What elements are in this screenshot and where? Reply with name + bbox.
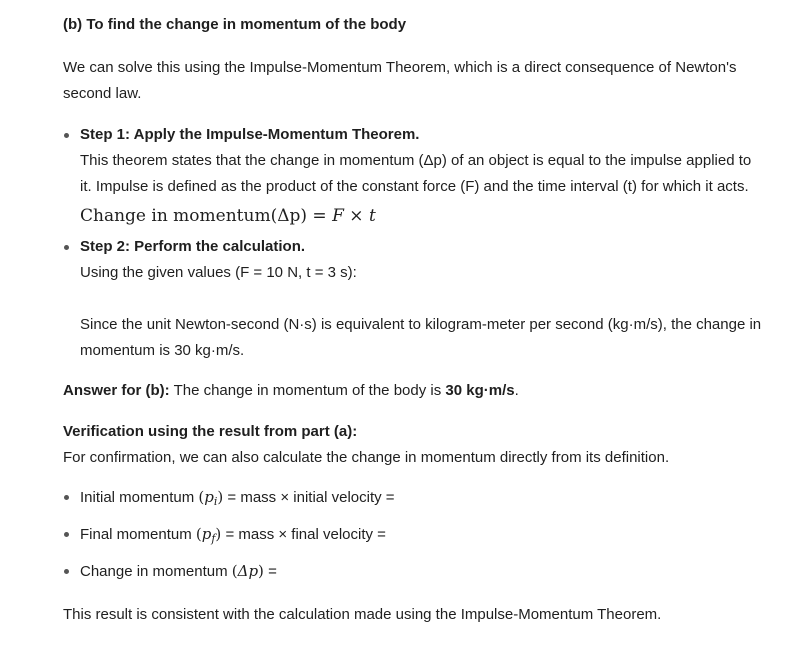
formula-force: F bbox=[332, 206, 344, 226]
verification-item-initial: Initial momentum $(p_i)$ = mass × initial velocity = bbox=[63, 481, 763, 518]
step-1-item bbox=[63, 122, 763, 230]
step-2-title: Step 2: Perform the calculation. bbox=[80, 238, 306, 255]
item-symbol: p bbox=[204, 488, 214, 506]
answer-label: Answer for (b): bbox=[63, 382, 170, 399]
answer-text: The change in momentum of the body is bbox=[169, 382, 446, 399]
steps-list bbox=[63, 122, 763, 364]
verification-item-final: Final momentum $(p_f)$ = mass × final velocity = bbox=[63, 518, 763, 555]
momentum-formula: Change in momentum(Δp) = F × t bbox=[80, 206, 376, 226]
item-rest: = bbox=[263, 563, 277, 580]
formula-time: t bbox=[368, 206, 376, 226]
verification-title: Verification using the result from part (a): bbox=[63, 423, 358, 440]
item-rest: = mass × initial velocity = bbox=[223, 489, 395, 506]
formula-times: × bbox=[349, 206, 364, 226]
step-2-text: Using the given values (F = 10 N, t = 3 s): bbox=[80, 264, 357, 281]
step-1-text: This theorem states that the change in momentum (Δp) of an object is equal to the impulse applied to it. Impulse is defined as the product of the constant force (F) and the time interval (t) for which it acts. bbox=[80, 152, 752, 195]
item-rest: = mass × final velocity = bbox=[221, 526, 386, 543]
formula-delta-p: Δp bbox=[277, 206, 301, 226]
closing-paragraph: This result is consistent with the calculation made using the Impulse-Momentum Theorem. bbox=[63, 606, 662, 623]
verification-item-change: Change in momentum (Δp) = bbox=[63, 555, 763, 588]
document-body bbox=[63, 14, 763, 643]
item-symbol: p bbox=[201, 525, 212, 543]
item-symbol: Δp bbox=[237, 562, 259, 580]
item-label: Change in momentum bbox=[80, 563, 228, 580]
answer-end: . bbox=[514, 382, 519, 399]
blank-math-row bbox=[80, 286, 763, 312]
verification-text: For confirmation, we can also calculate the change in momentum directly from its definition. bbox=[63, 449, 670, 466]
item-subscript: i bbox=[213, 495, 218, 508]
item-label: Final momentum bbox=[80, 526, 192, 543]
step-2-item bbox=[63, 234, 763, 364]
verification-list bbox=[63, 481, 763, 588]
answer-value: 30 kg·m/s bbox=[445, 382, 515, 399]
step-2-conclusion: Since the unit Newton-second (N·s) is equivalent to kilogram-meter per second (kg·m/s), the change in momentum is 30 kg·m/s. bbox=[80, 316, 762, 359]
section-heading: (b) To find the change in momentum of the body bbox=[63, 16, 407, 33]
intro-paragraph: We can solve this using the Impulse-Momentum Theorem, which is a direct consequence of Newton's second law. bbox=[63, 59, 737, 102]
step-1-title: Step 1: Apply the Impulse-Momentum Theorem. bbox=[80, 126, 420, 143]
answer-paragraph bbox=[63, 378, 763, 404]
item-subscript: f bbox=[211, 532, 216, 545]
item-label: Initial momentum bbox=[80, 489, 195, 506]
formula-prefix: Change in momentum bbox=[80, 206, 271, 226]
